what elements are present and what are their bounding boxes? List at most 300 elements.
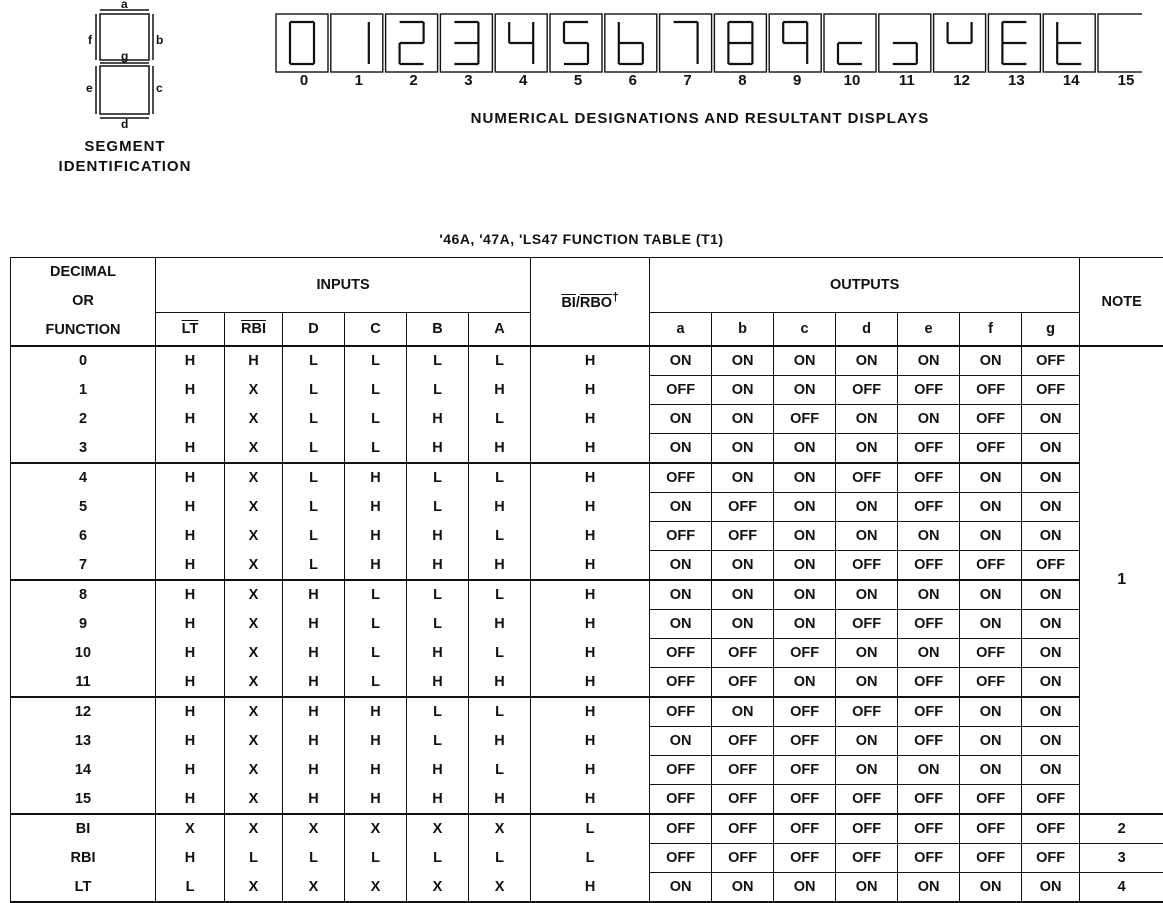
input-cell: H: [407, 785, 469, 815]
display-number-1: 1: [331, 72, 387, 89]
bi-rbo-cell: H: [531, 610, 650, 639]
output-cell: ON: [836, 580, 898, 610]
input-cell: H: [156, 580, 225, 610]
function-cell: 12: [11, 697, 156, 727]
seven-segment-displays: [272, 12, 1142, 74]
input-cell: X: [345, 814, 407, 844]
output-cell: ON: [712, 434, 774, 464]
input-cell: H: [469, 493, 531, 522]
input-cell: H: [283, 756, 345, 785]
output-cell: OFF: [774, 639, 836, 668]
output-cell: ON: [960, 756, 1022, 785]
input-cell: H: [156, 785, 225, 815]
header-input-cell: [407, 312, 469, 346]
table-row: [11, 697, 1163, 727]
input-cell: X: [225, 873, 283, 903]
header-output-b: b: [712, 312, 774, 346]
segment-label-b: b: [156, 33, 163, 47]
output-cell: ON: [1022, 668, 1080, 698]
function-table: [10, 257, 1163, 903]
display-digit-6: [605, 14, 657, 72]
input-cell: H: [469, 668, 531, 698]
input-cell: H: [156, 639, 225, 668]
output-cell: ON: [774, 346, 836, 376]
function-cell: RBI: [11, 844, 156, 873]
output-cell: ON: [712, 405, 774, 434]
output-cell: ON: [650, 551, 712, 581]
output-cell: OFF: [836, 844, 898, 873]
header-output-a: a: [650, 312, 712, 346]
input-cell: H: [345, 756, 407, 785]
input-cell: H: [283, 668, 345, 698]
header-dagger: †: [612, 290, 619, 304]
table-row: [11, 580, 1163, 610]
header-input-cell: [283, 312, 345, 346]
input-cell: H: [469, 610, 531, 639]
output-cell: ON: [712, 697, 774, 727]
input-cell: L: [225, 844, 283, 873]
input-cell: L: [407, 844, 469, 873]
bi-rbo-cell: H: [531, 873, 650, 903]
input-cell: H: [156, 493, 225, 522]
output-cell: OFF: [774, 697, 836, 727]
input-cell: L: [469, 522, 531, 551]
table-row: [11, 639, 1163, 668]
display-digit-14: [1043, 14, 1095, 72]
display-frame: [331, 14, 383, 72]
output-cell: OFF: [712, 668, 774, 698]
output-cell: ON: [774, 522, 836, 551]
output-cell: OFF: [836, 551, 898, 581]
input-cell: H: [345, 522, 407, 551]
output-cell: OFF: [712, 756, 774, 785]
function-cell: 11: [11, 668, 156, 698]
output-cell: OFF: [960, 814, 1022, 844]
header-input-c: C: [370, 321, 380, 337]
displays-caption: NUMERICAL DESIGNATIONS AND RESULTANT DISPLAYS: [270, 110, 1130, 127]
display-number-13: 13: [988, 72, 1044, 89]
output-cell: OFF: [960, 668, 1022, 698]
input-cell: H: [156, 522, 225, 551]
output-cell: ON: [774, 551, 836, 581]
output-cell: ON: [712, 873, 774, 903]
input-cell: X: [225, 522, 283, 551]
output-cell: OFF: [836, 610, 898, 639]
display-number-14: 14: [1043, 72, 1099, 89]
display-digit-11: [879, 14, 931, 72]
input-cell: L: [345, 376, 407, 405]
input-cell: X: [345, 873, 407, 903]
output-cell: ON: [1022, 610, 1080, 639]
display-number-12: 12: [934, 72, 990, 89]
output-cell: OFF: [712, 639, 774, 668]
function-cell: 14: [11, 756, 156, 785]
output-cell: ON: [960, 873, 1022, 903]
display-number-7: 7: [660, 72, 716, 89]
bi-rbo-cell: H: [531, 405, 650, 434]
output-cell: ON: [836, 346, 898, 376]
input-cell: H: [156, 668, 225, 698]
output-cell: OFF: [898, 551, 960, 581]
input-cell: H: [283, 610, 345, 639]
output-cell: ON: [1022, 405, 1080, 434]
header-input-a: A: [494, 321, 504, 337]
output-cell: ON: [1022, 727, 1080, 756]
output-cell: OFF: [960, 376, 1022, 405]
output-cell: ON: [712, 463, 774, 493]
output-cell: OFF: [960, 405, 1022, 434]
function-cell: 5: [11, 493, 156, 522]
function-cell: 0: [11, 346, 156, 376]
input-cell: X: [225, 668, 283, 698]
output-cell: ON: [960, 580, 1022, 610]
output-cell: ON: [960, 727, 1022, 756]
input-cell: X: [225, 814, 283, 844]
output-cell: OFF: [898, 376, 960, 405]
input-cell: L: [156, 873, 225, 903]
bi-rbo-cell: H: [531, 376, 650, 405]
header-bi: $\overline{BI}$: [561, 295, 576, 311]
output-cell: ON: [836, 668, 898, 698]
output-cell: OFF: [960, 434, 1022, 464]
input-cell: X: [407, 814, 469, 844]
input-cell: L: [469, 346, 531, 376]
input-cell: L: [283, 346, 345, 376]
input-cell: L: [407, 580, 469, 610]
output-cell: ON: [774, 610, 836, 639]
input-cell: H: [407, 434, 469, 464]
input-cell: L: [469, 756, 531, 785]
output-cell: OFF: [836, 785, 898, 815]
table-row: [11, 814, 1163, 844]
header-input-lt: $\overline{LT}$: [182, 321, 199, 337]
output-cell: OFF: [898, 668, 960, 698]
display-digit-0: [276, 14, 328, 72]
output-cell: OFF: [1022, 785, 1080, 815]
display-digit-9: [769, 14, 821, 72]
segment-label-a: a: [121, 0, 128, 11]
segment-label-e: e: [86, 81, 93, 95]
output-cell: OFF: [712, 844, 774, 873]
input-cell: L: [283, 434, 345, 464]
output-cell: ON: [1022, 522, 1080, 551]
input-cell: X: [469, 814, 531, 844]
output-cell: OFF: [712, 785, 774, 815]
input-cell: L: [283, 376, 345, 405]
table-row: [11, 463, 1163, 493]
header-note: NOTE: [1080, 258, 1163, 347]
output-cell: ON: [898, 756, 960, 785]
display-number-2: 2: [386, 72, 442, 89]
input-cell: L: [469, 697, 531, 727]
output-cell: ON: [898, 873, 960, 903]
table-row: [11, 873, 1163, 903]
output-cell: OFF: [836, 697, 898, 727]
output-cell: ON: [712, 610, 774, 639]
output-cell: ON: [960, 697, 1022, 727]
table-row: [11, 756, 1163, 785]
bi-rbo-cell: H: [531, 463, 650, 493]
output-cell: ON: [712, 551, 774, 581]
function-cell: 7: [11, 551, 156, 581]
function-cell: 3: [11, 434, 156, 464]
output-cell: OFF: [774, 727, 836, 756]
display-number-9: 9: [769, 72, 825, 89]
bi-rbo-cell: H: [531, 785, 650, 815]
input-cell: H: [407, 522, 469, 551]
input-cell: H: [469, 376, 531, 405]
output-cell: OFF: [898, 493, 960, 522]
header-input-d: D: [308, 321, 318, 337]
output-cell: ON: [836, 756, 898, 785]
input-cell: H: [156, 756, 225, 785]
output-cell: OFF: [1022, 814, 1080, 844]
bi-rbo-cell: H: [531, 668, 650, 698]
input-cell: H: [156, 463, 225, 493]
input-cell: L: [345, 580, 407, 610]
bi-rbo-cell: H: [531, 580, 650, 610]
input-cell: L: [407, 727, 469, 756]
bi-rbo-cell: H: [531, 639, 650, 668]
output-cell: OFF: [650, 376, 712, 405]
output-cell: OFF: [898, 727, 960, 756]
output-cell: OFF: [1022, 551, 1080, 581]
table-title: '46A, '47A, 'LS47 FUNCTION TABLE (T1): [0, 231, 1163, 247]
display-frame: [1098, 14, 1142, 72]
input-cell: H: [345, 551, 407, 581]
input-cell: H: [283, 639, 345, 668]
input-cell: L: [469, 405, 531, 434]
output-cell: OFF: [898, 610, 960, 639]
header-decimal-line3: FUNCTION: [11, 316, 155, 345]
input-cell: L: [345, 844, 407, 873]
input-cell: H: [225, 346, 283, 376]
output-cell: OFF: [650, 522, 712, 551]
bi-rbo-cell: L: [531, 844, 650, 873]
display-digit-2: [386, 14, 438, 72]
caption-line-2: IDENTIFICATION: [20, 157, 230, 177]
output-cell: ON: [1022, 463, 1080, 493]
input-cell: L: [407, 610, 469, 639]
output-cell: ON: [650, 493, 712, 522]
input-cell: X: [225, 610, 283, 639]
output-cell: OFF: [650, 844, 712, 873]
output-cell: OFF: [1022, 376, 1080, 405]
bi-rbo-cell: H: [531, 434, 650, 464]
input-cell: H: [407, 756, 469, 785]
caption-line-1: SEGMENT: [20, 137, 230, 157]
input-cell: H: [156, 405, 225, 434]
display-numbers: [272, 72, 1142, 94]
input-cell: L: [469, 639, 531, 668]
display-digit-4: [495, 14, 547, 72]
table-row: [11, 522, 1163, 551]
function-cell: 2: [11, 405, 156, 434]
output-cell: OFF: [898, 463, 960, 493]
display-digit-10: [824, 14, 876, 72]
note-cell: 4: [1080, 873, 1163, 903]
bi-rbo-cell: H: [531, 727, 650, 756]
output-cell: ON: [836, 405, 898, 434]
header-decimal-line2: OR: [11, 287, 155, 316]
output-cell: ON: [1022, 493, 1080, 522]
segment-label-d: d: [121, 117, 128, 131]
header-bi-rbo: [531, 258, 650, 347]
segment-label-g: g: [121, 49, 128, 63]
output-cell: OFF: [960, 639, 1022, 668]
input-cell: L: [283, 522, 345, 551]
input-cell: X: [225, 376, 283, 405]
output-cell: ON: [774, 463, 836, 493]
output-cell: ON: [712, 580, 774, 610]
output-cell: OFF: [774, 756, 836, 785]
output-cell: ON: [650, 727, 712, 756]
input-cell: X: [225, 697, 283, 727]
output-cell: OFF: [898, 844, 960, 873]
header-input-cell: [156, 312, 225, 346]
output-cell: ON: [836, 639, 898, 668]
output-cell: ON: [960, 463, 1022, 493]
output-cell: OFF: [836, 376, 898, 405]
display-number-15: 15: [1098, 72, 1154, 89]
output-cell: OFF: [836, 463, 898, 493]
input-cell: H: [469, 727, 531, 756]
output-cell: OFF: [960, 844, 1022, 873]
output-cell: ON: [898, 405, 960, 434]
input-cell: X: [225, 463, 283, 493]
header-input-rbi: $\overline{RBI}$: [241, 321, 266, 337]
output-cell: OFF: [712, 727, 774, 756]
function-cell: 15: [11, 785, 156, 815]
input-cell: H: [345, 727, 407, 756]
display-number-6: 6: [605, 72, 661, 89]
input-cell: H: [283, 727, 345, 756]
segment-label-c: c: [156, 81, 163, 95]
resultant-displays-strip: [272, 12, 1142, 79]
note-cell: 2: [1080, 814, 1163, 844]
function-cell: 10: [11, 639, 156, 668]
function-cell: 8: [11, 580, 156, 610]
output-cell: OFF: [650, 639, 712, 668]
header-output-f: f: [960, 312, 1022, 346]
input-cell: H: [407, 668, 469, 698]
input-cell: H: [469, 785, 531, 815]
table-row: [11, 376, 1163, 405]
input-cell: X: [156, 814, 225, 844]
input-cell: X: [225, 434, 283, 464]
segment-identification-caption: [20, 137, 230, 177]
display-number-10: 10: [824, 72, 880, 89]
header-input-cell: [225, 312, 283, 346]
output-cell: ON: [898, 639, 960, 668]
input-cell: L: [345, 639, 407, 668]
output-cell: OFF: [960, 785, 1022, 815]
display-number-5: 5: [550, 72, 606, 89]
header-output-c: c: [774, 312, 836, 346]
table-row: [11, 405, 1163, 434]
input-cell: L: [469, 844, 531, 873]
display-digit-12: [934, 14, 986, 72]
input-cell: H: [469, 551, 531, 581]
input-cell: H: [345, 785, 407, 815]
input-cell: H: [156, 697, 225, 727]
input-cell: L: [407, 376, 469, 405]
output-cell: ON: [774, 873, 836, 903]
output-cell: ON: [774, 376, 836, 405]
header-input-cell: [345, 312, 407, 346]
header-input-cell: [469, 312, 531, 346]
output-cell: OFF: [898, 814, 960, 844]
header-output-g: g: [1022, 312, 1080, 346]
display-digit-15: [1098, 14, 1142, 72]
input-cell: H: [283, 785, 345, 815]
bi-rbo-cell: L: [531, 814, 650, 844]
bi-rbo-cell: H: [531, 551, 650, 581]
header-rbo: $\overline{RBO}$: [580, 295, 612, 311]
output-cell: ON: [1022, 873, 1080, 903]
table-row: [11, 844, 1163, 873]
header-outputs: OUTPUTS: [650, 258, 1080, 313]
output-cell: OFF: [774, 814, 836, 844]
header-output-e: e: [898, 312, 960, 346]
output-cell: ON: [650, 346, 712, 376]
output-cell: ON: [836, 434, 898, 464]
display-number-8: 8: [714, 72, 770, 89]
input-cell: L: [407, 493, 469, 522]
function-cell: 6: [11, 522, 156, 551]
output-cell: OFF: [650, 814, 712, 844]
input-cell: X: [283, 873, 345, 903]
output-cell: ON: [836, 522, 898, 551]
output-cell: ON: [960, 522, 1022, 551]
input-cell: X: [225, 756, 283, 785]
note-cell: 3: [1080, 844, 1163, 873]
input-cell: X: [407, 873, 469, 903]
header-output-d: d: [836, 312, 898, 346]
input-cell: H: [345, 493, 407, 522]
output-cell: ON: [960, 493, 1022, 522]
display-digit-1: [331, 14, 383, 72]
input-cell: H: [407, 551, 469, 581]
input-cell: L: [345, 668, 407, 698]
header-decimal-line1: DECIMAL: [11, 258, 155, 287]
input-cell: L: [283, 463, 345, 493]
output-cell: ON: [650, 434, 712, 464]
input-cell: H: [345, 463, 407, 493]
output-cell: ON: [898, 522, 960, 551]
output-cell: ON: [898, 580, 960, 610]
header-input-b: B: [432, 321, 442, 337]
output-cell: OFF: [650, 756, 712, 785]
input-cell: H: [469, 434, 531, 464]
input-cell: L: [469, 580, 531, 610]
segment-identification-diagram: [80, 0, 170, 140]
output-cell: OFF: [898, 785, 960, 815]
output-cell: ON: [898, 346, 960, 376]
table-row: [11, 785, 1163, 815]
output-cell: ON: [650, 580, 712, 610]
display-number-0: 0: [276, 72, 332, 89]
output-cell: ON: [774, 434, 836, 464]
output-cell: ON: [774, 580, 836, 610]
output-cell: ON: [712, 376, 774, 405]
output-cell: ON: [650, 610, 712, 639]
table-row: [11, 727, 1163, 756]
input-cell: H: [345, 697, 407, 727]
function-cell: 4: [11, 463, 156, 493]
input-cell: L: [469, 463, 531, 493]
output-cell: ON: [774, 493, 836, 522]
